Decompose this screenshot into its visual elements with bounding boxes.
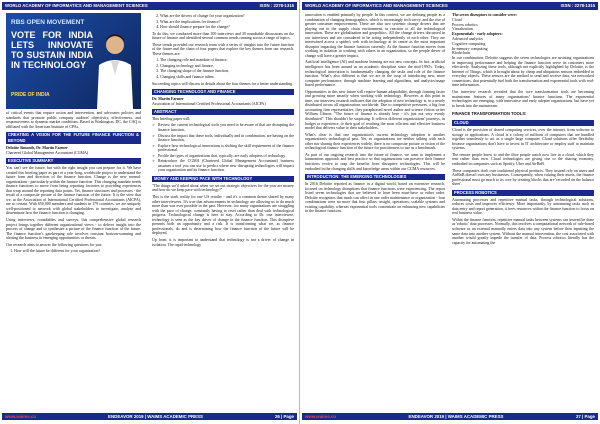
list-item: ➢ Review the current technological tools you need to be aware of that are disrupting the finance function, [152, 123, 294, 132]
campaign-photo [6, 13, 141, 109]
photo-headline: VOTE FOR INDIA LETS INNOVATE TO SUSTAIN INDIA IN TECHNOLOGY [11, 30, 93, 70]
body-paragraph: Automating processes and repetitive manual tasks, through technological solutions, reduces costs and improves efficiency. More importantly, by automating tasks such as data entry and report generation, it frees resources within the finance function to focus on real business value. [452, 196, 594, 216]
right-column-1 [305, 13, 445, 410]
body-paragraph: As part of our ongoing research into the future of finance, we want to implement a harmonious approach and best practice so that organizations can preserve their finance functions evolve to reap the benefits from disruptive technologies. This will be embodied in the changing skills and knowledge areas within our CGMA resources. [305, 151, 445, 171]
list-item: ➢ Reintroduce the CGMA (Chartered Global Management Accountant) business assumes a tool you can use to predict where new disrupting technologies will impact your organization and its finance function. [152, 159, 294, 173]
list-item: Exponentials - early adopters: [452, 31, 503, 37]
left-column-1 [6, 13, 141, 410]
list-item: 3. What are the implications for finance? [160, 20, 294, 25]
list-item: Cloud [452, 16, 462, 22]
quote-paragraph: "The things we'd asked about when we set out strategic objectives for the year are money and how do we keep pace with technology?" [152, 182, 294, 193]
exec-summary-paragraph: You can't see the future, but with the right insight you can prepare for it. We have created this briefing paper as part of a year-long, worldwide project to understand the future form and direction of the finance function. Change is the new normal: organizations - particularly within the finance function. This changing mandate needs finance functions to move from being reporting factories to providing experiences that wrap around the reporting data points. Yet, finance structures and processes - the result of a composite picture of the finance function of the future. It is the view that we, at the Association of International Certified Professional Accountants (AICPA), are so certain. With 650,000 members and students in 179 countries, we are uniquely well-positioned to network with global stakeholders to investigate, analyze and disseminate how the finance function is changing. [6, 165, 141, 216]
questions-list-cont [160, 14, 294, 30]
list-item: Cognitive computing [452, 40, 486, 46]
body-paragraph: This is the stark reality for one US retailer - and it's a common theme shared by many other interviewees. It's true that advancements in technology are allowing us to do much more than was ever possible in the past. However, too many organizations are struggling with the pace of change, constantly having to reset rather than deal with technological progress. Technological change is here to stay. According to Dr. one interviewee, technology is seen as the key driver of change in the finance function. This disruptive presents both an opportunity and a risk. It is transforming what we, as finance professionals, do and is determining how the finance function of the future will be deployed. [152, 194, 294, 236]
author-name: Dr. Martin Farmer [152, 97, 184, 102]
section-title-introduction: INTRODUCTION: THE EMERGING TECHNOLOGIES [305, 174, 445, 180]
list-item: 1. How will the future be different for your organization? [14, 249, 141, 254]
author-block-1 [6, 146, 141, 155]
list-item: Process robotics [452, 21, 478, 27]
page-footer [2, 413, 297, 420]
list-item: 4. How should finance prepare for the change? [160, 25, 294, 30]
themes-list [160, 58, 294, 79]
page-footer [302, 413, 598, 420]
issn: ISSN : 2278-1315 [560, 3, 595, 8]
footer-website-link[interactable]: www.waims.co [5, 414, 37, 419]
author-role: Chartered Global Management Accountant (CGMA) [6, 150, 89, 155]
body-paragraph: To do this, we conducted more than 100 interviews and 30 roundtable discussions on the future of finance and identified several common trends running across a range of topics. [152, 30, 294, 41]
issn: ISSN : 2278-1315 [259, 3, 294, 8]
section-title-executive-summary: EXECUTIVE SUMMARY [6, 158, 141, 164]
list-item: Advanced analytics [452, 35, 483, 41]
author-name: Deloitte Simonds, Dr. Martin Farmer [6, 146, 68, 151]
footer-website-link[interactable]: www.waims.co [305, 414, 337, 419]
seven-disruptors-list [452, 13, 594, 56]
list-item: ➢ Profile the types of organizations that, typically, are early adopters of technology. [152, 154, 294, 159]
body-paragraph: Up front, it is important to understand that technology is not a driver of change in isolation. The rapid technology [152, 236, 294, 247]
list-heading: The seven disruptors to consider were: [452, 13, 517, 17]
list-item: ➢ Explore how technological innovations is shifting the skill requirement of the finance professional. [152, 144, 294, 153]
page-number: 26 | Page [274, 414, 294, 419]
abstract-lead: This briefing paper will: [152, 115, 191, 121]
intro-paragraph: of critical events that require action and intervention, and advocates policies and standards that promote public company auditors' objectivity, effectiveness, and responsiveness to dynamic market conditions. Based in Washington, DC, the CAQ is affiliated with the American Institute of CPAs. [6, 110, 141, 129]
section-title-money: MONEY AND KEEPING PACE WITH TECHNOLOGY [152, 176, 294, 182]
section-title-creating-vision: CREATING A VISION FOR THE FUTURE FINANCE FUNCTION & BEYOND [8, 132, 139, 144]
list-item: 4. Changing skills and finance talent. [160, 75, 294, 80]
body-paragraph: Cloud is the provision of shared computing services, over the internet, from software to storage or applications. A cloud is a colony of millions of computers that are bundled together seamlessly to act as a single large computer. Cloud solutions offer flexibility because organizations don't have to invest in IT architecture or employ staff to maintain systems. [452, 127, 594, 151]
footer-publisher: ENDEAVOR 2019 | WAIMS ACADEMIC PRESS [408, 414, 504, 419]
journal-name: WORLD ACADEMY OF INFORMATICS AND MANAGEMENT SCIENCES [305, 3, 448, 8]
list-item: 3. The changing shape of the finance function, [160, 69, 294, 74]
photo-caption-bottom: PRIDE OF INDIA [11, 92, 50, 98]
list-item: Visualization [452, 26, 473, 32]
abstract-list [152, 123, 294, 172]
body-paragraph: These companies don't own traditional physical products. They instead rely on users and AirBnB doesn't own any businesses. Consequently, when valuing their assets, the finance professional must go much to its core by creating blocks that are 'recorded on the balance sheet'. [452, 167, 594, 187]
body-paragraph: These trends provided our research team with a series of insights into the future function of the future and the chain of four papers that explore the key themes from our research. These themes are: [152, 41, 294, 56]
section-title-cloud: CLOUD [452, 120, 594, 126]
left-column-2 [152, 13, 294, 410]
exec-summary-paragraph: Using interviews, roundtables and surveys, this comprehensive global research project brings together different organizational views - to deliver insight into the process of change and to synthesize a picture of the finance function of the future. The finance function's gatekeeping role involves constant horizon-scanning and alerting the business to emerging opportunities or threats. [6, 217, 141, 241]
body-paragraph: What's clear is that one organization's current technology adoption is another organization's technological past. Yet, as organizations are neither talking with each other nor sharing their experiences widely, there is no composite picture or vision of the technological finance function of the future for practitioners to use as a benchmark. [305, 131, 445, 151]
author-role: Association of International Certified Professional Accountants (AICPA) [152, 101, 266, 106]
list-item: In-memory computing [452, 45, 488, 51]
list-item: 2. What are the drivers of change for your organization? [160, 14, 294, 19]
section-title-changing-technology: CHANGING TECHNOLOGY AND FINANCE [152, 89, 294, 95]
page-right [300, 0, 600, 424]
section-title-finance-tools: FINANCE TRANSFORMATION TOOLS: [452, 111, 527, 117]
author-block-2 [152, 97, 294, 106]
body-paragraph: Succeeding topics will discuss in details about the four themes for a better understanding. [152, 80, 294, 86]
person-figure-icon [95, 31, 135, 109]
list-item: 1. The changing role and mandate of finance, [160, 58, 294, 63]
list-item: 2. Changing technology and finance, [160, 64, 294, 69]
body-paragraph: Our interview research revealed that the core transformation tools are becoming mainstream features of many organizations' finance functions. The exponential technologies are emerging, with innovative and early adopter organizations, but have yet to break into the mainstream. [452, 89, 594, 108]
section-title-process-robotics: PROCESS ROBOTICS [452, 190, 594, 196]
body-paragraph: The remote people know to and the fibre people watch now live in a cloud, which they rent rather than own. Cloud technologies are giving rise to the sharing economy, embodied in companies such as Spotify, Uber and AirBnB. [452, 151, 594, 167]
right-column-2 [452, 13, 594, 410]
body-paragraph: In our combination, Deloitte suggests the seven technologies are assisting organizations in improving performance and helping the finance function serve its customers more effectively. Analyzing these tools, although not explicitly highlighted by Deloitte, is the Internet of Things, which is brought about by cheap and ubiquitous sensors embedded in everyday objects. These sensors are the method to send and receive data, via networked connections, that potentially fuel both the transformation and exponential tools with real-time information. [452, 55, 594, 88]
exec-summary-paragraph: Our research aims to answer the following questions for you: [6, 241, 103, 247]
list-item: ➢ Discuss the impact that these tools, individually and in combination, are having on the finance function, [152, 134, 294, 143]
questions-list [14, 249, 141, 254]
section-title-abstract: ABSTRACT [152, 109, 294, 115]
body-paragraph: Artificial intelligence (AI) and machine learning are not new concepts. In fact, artificial intelligence has been around as an academic discipline since the mid-1950's. Today, technological innovation is fundamentally changing the tasks and role of the finance function. What's also different is that we are in the cusp of introducing new, more computer performance, through machine learning and algorithms, and analytics/usage based performance. [305, 59, 445, 88]
page-header [302, 2, 598, 10]
list-item: Blockchain [452, 50, 470, 56]
body-paragraph: Within the finance function, repetitive manual tasks between systems can instead be done as 'robotic' data processes. Normally, this involves a computational network of rule-based software as an external manually enters data into any system before then inputting the same data into another system. Without the manual intervention, the cost associated with another would greatly impede the transfer of data. Process robotics literally has the capacity for automating the [452, 216, 594, 245]
page-number: 27 | Page [575, 414, 595, 419]
page-header [2, 2, 297, 10]
journal-name: WORLD ACADEMY OF INFORMATICS AND MANAGEMENT SCIENCES [5, 3, 148, 8]
body-paragraph: innovation is enabled primarily by people. In this context, we are defining people as a combination of changing demographics, which is increasingly tech savvy, and the rise of greater consumer empowerment. These are also two systemic change drivers that are playing out in the supply chain environment, in reaction to all the technological innovation. These are globalization and geopolitics. All the change drivers discussed in our interviews and are considered to be acting independently of each other. They are intertwined across a spider's web with technology at its centre as the most important disruptor impacting the finance function currently. As the finance function moves from working in isolation to working with others in an organization, so the people driver of change will have a greater impact. [305, 13, 445, 58]
body-paragraph: Opportunities in this new future will require human adaptability, through forming faster and growing more smartly when working with technology. However, at this point in time, our interview research indicates that the adoption of new technology is, in a nearly distributed across all organizations worldwide. Due to competitive pressures, a big four accounting firm representative, they paraphrased novel author and science fiction writer William Gibson: "The future of finance is already here - it's just not very evenly distributed". This shouldn't be surprising. It reflects different organizations' journeys, in budget or experience, to their goal of reaching the most efficient and effective business model that delivers value to their stakeholders. [305, 88, 445, 131]
body-paragraph: In 2016 Deloitte reported as finance in a digital world, based on extensive research, focused on technology disruptions that finance functions were experiencing. The report listed seven technologies that are believed to have been must-have or either order. Deloitte recognizes that much can affect in one order maintenance or organization - four combinations were no more that four pillars: insight, operations, scalable systems and existing capability, whereas exponential tools concentrate on enhancing new capabilities in the finance function. [305, 181, 445, 214]
photo-caption-top: RBS OPEN MOVEMENT [11, 19, 85, 26]
footer-publisher: ENDEAVOR 2019 | WAIMS ACADEMIC PRESS [108, 414, 203, 419]
